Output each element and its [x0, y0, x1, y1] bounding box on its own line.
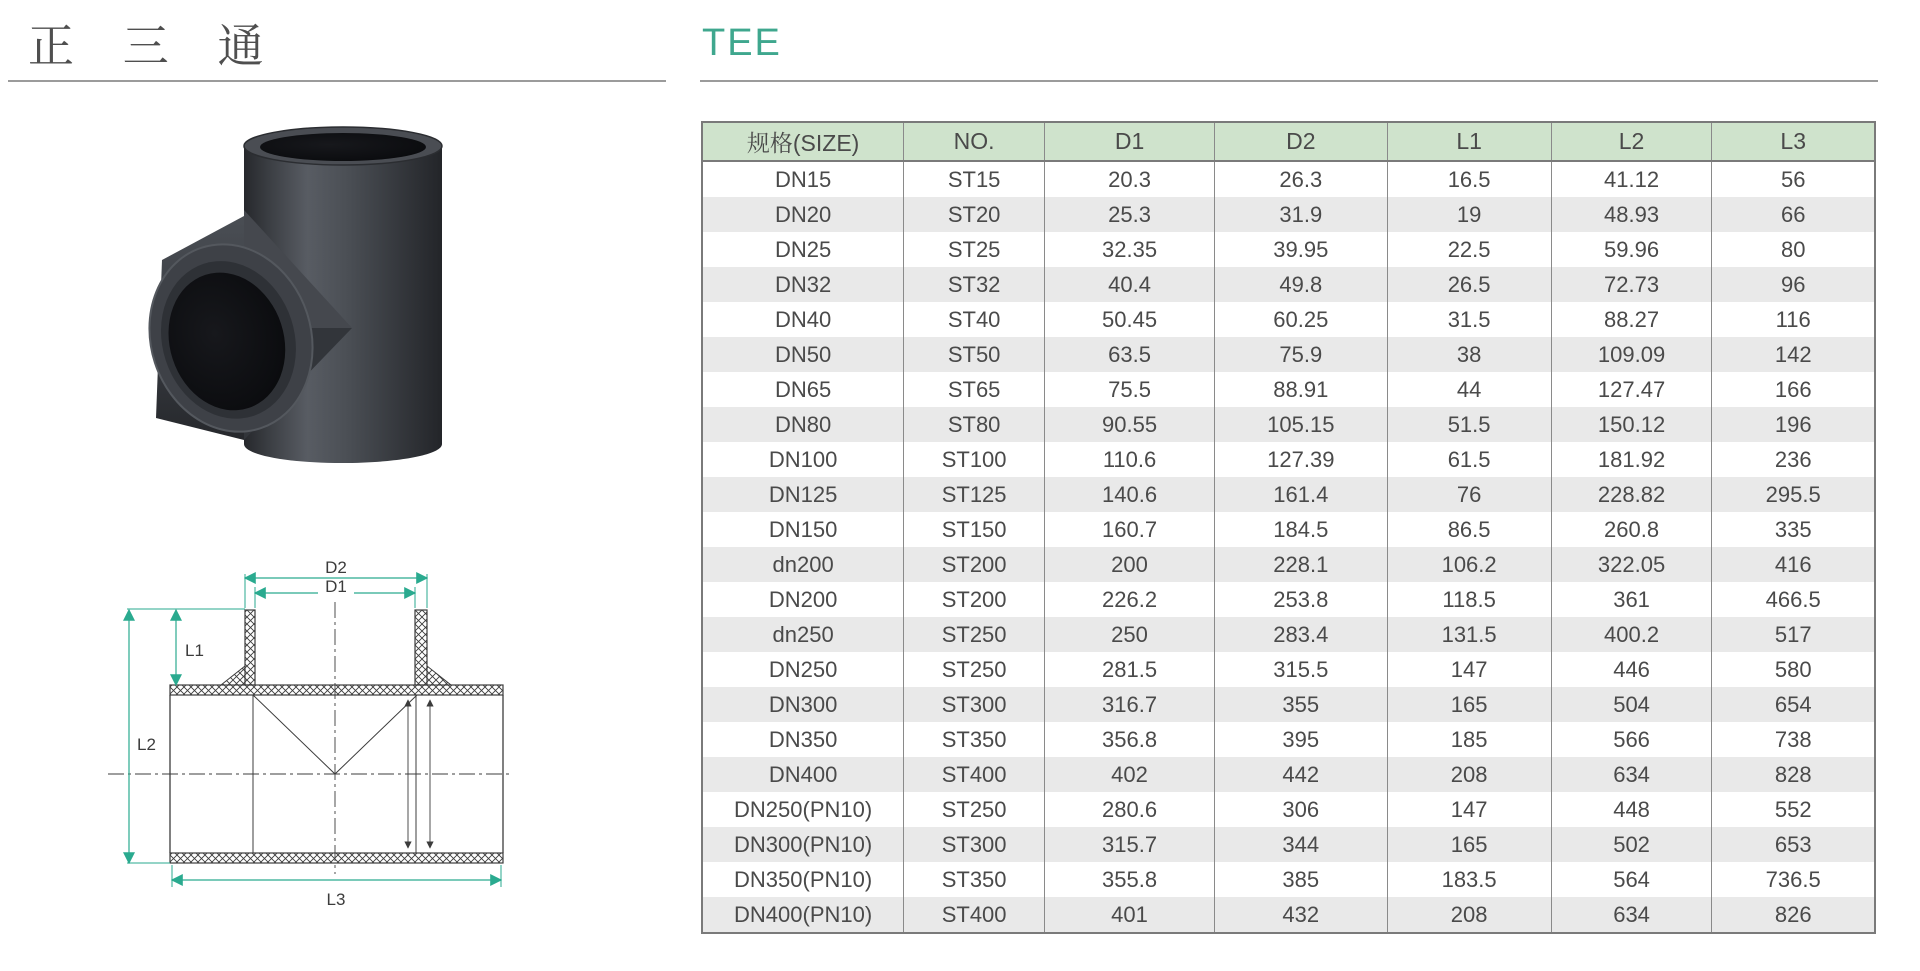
table-cell: 165 — [1387, 827, 1551, 862]
table-cell: 395 — [1215, 722, 1387, 757]
title-divider-right — [700, 80, 1878, 82]
table-cell: 109.09 — [1551, 337, 1712, 372]
table-cell: 402 — [1045, 757, 1215, 792]
table-row — [702, 512, 1875, 547]
table-cell: 127.39 — [1215, 442, 1387, 477]
column-header: L2 — [1551, 122, 1712, 161]
table-cell: 41.12 — [1551, 161, 1712, 197]
table-cell: 60.25 — [1215, 302, 1387, 337]
table-cell: 116 — [1712, 302, 1875, 337]
table-cell: 80 — [1712, 232, 1875, 267]
table-cell: 566 — [1551, 722, 1712, 757]
table-cell: 196 — [1712, 407, 1875, 442]
table-row — [702, 617, 1875, 652]
table-cell: 552 — [1712, 792, 1875, 827]
table-cell: ST50 — [904, 337, 1045, 372]
table-cell: 315.7 — [1045, 827, 1215, 862]
table-cell: 31.9 — [1215, 197, 1387, 232]
table-row — [702, 897, 1875, 933]
table-cell: ST250 — [904, 652, 1045, 687]
table-cell: 466.5 — [1712, 582, 1875, 617]
table-cell: DN25 — [702, 232, 904, 267]
table-cell: 226.2 — [1045, 582, 1215, 617]
table-cell: 75.5 — [1045, 372, 1215, 407]
table-cell: 208 — [1387, 897, 1551, 933]
table-cell: 61.5 — [1387, 442, 1551, 477]
table-cell: 32.35 — [1045, 232, 1215, 267]
table-cell: 432 — [1215, 897, 1387, 933]
table-cell: 634 — [1551, 757, 1712, 792]
tee-section-drawing — [100, 540, 520, 912]
table-cell: 826 — [1712, 897, 1875, 933]
table-cell: ST150 — [904, 512, 1045, 547]
table-cell: 105.15 — [1215, 407, 1387, 442]
table-cell: 90.55 — [1045, 407, 1215, 442]
table-row — [702, 827, 1875, 862]
table-cell: 295.5 — [1712, 477, 1875, 512]
table-cell: 106.2 — [1387, 547, 1551, 582]
table-cell: 127.47 — [1551, 372, 1712, 407]
table-cell: DN250 — [702, 652, 904, 687]
bottom-wall — [170, 853, 503, 863]
table-cell: ST125 — [904, 477, 1045, 512]
table-cell: DN15 — [702, 161, 904, 197]
table-cell: 76 — [1387, 477, 1551, 512]
table-cell: 160.7 — [1045, 512, 1215, 547]
table-row — [702, 197, 1875, 232]
table-cell: 56 — [1712, 161, 1875, 197]
table-cell: DN80 — [702, 407, 904, 442]
table-cell: 504 — [1551, 687, 1712, 722]
table-cell: 26.5 — [1387, 267, 1551, 302]
table-cell: ST25 — [904, 232, 1045, 267]
table-cell: 185 — [1387, 722, 1551, 757]
dimensions-table — [701, 121, 1876, 934]
table-row — [702, 302, 1875, 337]
table-row — [702, 232, 1875, 267]
table-cell: DN350(PN10) — [702, 862, 904, 897]
table-row — [702, 161, 1875, 197]
table-cell: 517 — [1712, 617, 1875, 652]
page-title-english: TEE — [702, 22, 782, 64]
table-cell: 131.5 — [1387, 617, 1551, 652]
tee-fitting-illustration — [92, 88, 477, 468]
table-cell: 166 — [1712, 372, 1875, 407]
table-cell: DN400 — [702, 757, 904, 792]
column-header: 规格(SIZE) — [702, 122, 904, 161]
table-cell: 281.5 — [1045, 652, 1215, 687]
column-header: L1 — [1387, 122, 1551, 161]
table-cell: ST200 — [904, 547, 1045, 582]
table-cell: 356.8 — [1045, 722, 1215, 757]
table-cell: DN350 — [702, 722, 904, 757]
socket-wall-right — [415, 610, 427, 685]
table-cell: DN300(PN10) — [702, 827, 904, 862]
table-cell: 88.27 — [1551, 302, 1712, 337]
table-cell: DN40 — [702, 302, 904, 337]
table-cell: 63.5 — [1045, 337, 1215, 372]
table-cell: 316.7 — [1045, 687, 1215, 722]
table-row — [702, 477, 1875, 512]
table-cell: ST65 — [904, 372, 1045, 407]
title-divider-left — [8, 80, 666, 82]
table-cell: 442 — [1215, 757, 1387, 792]
table-row — [702, 407, 1875, 442]
table-cell: 161.4 — [1215, 477, 1387, 512]
flange-wall — [170, 685, 503, 695]
table-cell: 181.92 — [1551, 442, 1712, 477]
table-cell: 736.5 — [1712, 862, 1875, 897]
column-header: D1 — [1045, 122, 1215, 161]
table-cell: dn250 — [702, 617, 904, 652]
table-cell: 260.8 — [1551, 512, 1712, 547]
table-cell: 50.45 — [1045, 302, 1215, 337]
column-header: L3 — [1712, 122, 1875, 161]
table-cell: DN250(PN10) — [702, 792, 904, 827]
table-cell: 38 — [1387, 337, 1551, 372]
table-cell: ST200 — [904, 582, 1045, 617]
table-cell: 564 — [1551, 862, 1712, 897]
table-cell: 150.12 — [1551, 407, 1712, 442]
table-cell: DN125 — [702, 477, 904, 512]
table-cell: ST250 — [904, 617, 1045, 652]
table-cell: 66 — [1712, 197, 1875, 232]
socket-wall-left — [245, 610, 255, 685]
table-row — [702, 722, 1875, 757]
table-cell: 283.4 — [1215, 617, 1387, 652]
table-row — [702, 862, 1875, 897]
table-cell: 49.8 — [1215, 267, 1387, 302]
table-cell: 184.5 — [1215, 512, 1387, 547]
dimension-diagram — [100, 540, 520, 912]
table-cell: 344 — [1215, 827, 1387, 862]
dim-label-d2: D2 — [325, 558, 347, 577]
table-row — [702, 547, 1875, 582]
table-cell: 142 — [1712, 337, 1875, 372]
table-cell: 48.93 — [1551, 197, 1712, 232]
table-cell: 25.3 — [1045, 197, 1215, 232]
table-cell: 96 — [1712, 267, 1875, 302]
table-cell: ST350 — [904, 722, 1045, 757]
table-cell: 183.5 — [1387, 862, 1551, 897]
table-cell: 355 — [1215, 687, 1387, 722]
table-cell: 16.5 — [1387, 161, 1551, 197]
table-cell: DN100 — [702, 442, 904, 477]
table-cell: 416 — [1712, 547, 1875, 582]
table-cell: 51.5 — [1387, 407, 1551, 442]
table-cell: 654 — [1712, 687, 1875, 722]
table-cell: 40.4 — [1045, 267, 1215, 302]
table-cell: 400.2 — [1551, 617, 1712, 652]
table-cell: ST80 — [904, 407, 1045, 442]
table-cell: 448 — [1551, 792, 1712, 827]
table-cell: DN65 — [702, 372, 904, 407]
table-cell: 140.6 — [1045, 477, 1215, 512]
dim-label-l3: L3 — [326, 890, 346, 909]
table-cell: 228.82 — [1551, 477, 1712, 512]
dim-label-l2: L2 — [137, 735, 156, 754]
table-cell: 86.5 — [1387, 512, 1551, 547]
table-cell: 31.5 — [1387, 302, 1551, 337]
table-cell: 118.5 — [1387, 582, 1551, 617]
table-cell: 335 — [1712, 512, 1875, 547]
table-cell: 59.96 — [1551, 232, 1712, 267]
table-cell: ST100 — [904, 442, 1045, 477]
table-body — [702, 161, 1875, 933]
table-cell: 738 — [1712, 722, 1875, 757]
table-cell: DN32 — [702, 267, 904, 302]
table-cell: 165 — [1387, 687, 1551, 722]
table-cell: 634 — [1551, 897, 1712, 933]
table-cell: ST400 — [904, 897, 1045, 933]
table-cell: 200 — [1045, 547, 1215, 582]
table-cell: 110.6 — [1045, 442, 1215, 477]
table-cell: 236 — [1712, 442, 1875, 477]
table-row — [702, 337, 1875, 372]
table-cell: DN150 — [702, 512, 904, 547]
table-cell: 828 — [1712, 757, 1875, 792]
table-row — [702, 652, 1875, 687]
table-cell: 446 — [1551, 652, 1712, 687]
table-cell: 20.3 — [1045, 161, 1215, 197]
table-cell: 75.9 — [1215, 337, 1387, 372]
table-cell: ST40 — [904, 302, 1045, 337]
table-row — [702, 267, 1875, 302]
table-cell: ST32 — [904, 267, 1045, 302]
table-row — [702, 442, 1875, 477]
table-row — [702, 582, 1875, 617]
table-cell: 401 — [1045, 897, 1215, 933]
table-cell: 253.8 — [1215, 582, 1387, 617]
table-row — [702, 792, 1875, 827]
table-cell: ST250 — [904, 792, 1045, 827]
table-cell: 502 — [1551, 827, 1712, 862]
table-cell: 361 — [1551, 582, 1712, 617]
table-cell: 385 — [1215, 862, 1387, 897]
table-cell: ST20 — [904, 197, 1045, 232]
table-cell: 26.3 — [1215, 161, 1387, 197]
table-row — [702, 372, 1875, 407]
table-cell: ST15 — [904, 161, 1045, 197]
product-photo — [92, 88, 477, 468]
table-cell: 653 — [1712, 827, 1875, 862]
table-cell: 355.8 — [1045, 862, 1215, 897]
table-cell: 44 — [1387, 372, 1551, 407]
table-cell: ST300 — [904, 687, 1045, 722]
table-row — [702, 757, 1875, 792]
table-cell: DN50 — [702, 337, 904, 372]
column-header: NO. — [904, 122, 1045, 161]
table-cell: 306 — [1215, 792, 1387, 827]
table-cell: 22.5 — [1387, 232, 1551, 267]
table-header-row — [702, 122, 1875, 161]
table-cell: 147 — [1387, 652, 1551, 687]
table-cell: 228.1 — [1215, 547, 1387, 582]
table-cell: 208 — [1387, 757, 1551, 792]
table-cell: 315.5 — [1215, 652, 1387, 687]
table-cell: 322.05 — [1551, 547, 1712, 582]
table-cell: DN400(PN10) — [702, 897, 904, 933]
page-title-chinese: 正 三 通 — [28, 20, 282, 72]
table-cell: dn200 — [702, 547, 904, 582]
table-cell: ST400 — [904, 757, 1045, 792]
table-cell: DN20 — [702, 197, 904, 232]
table-cell: 72.73 — [1551, 267, 1712, 302]
dim-label-l1: L1 — [185, 641, 204, 660]
table-row — [702, 687, 1875, 722]
table-cell: ST300 — [904, 827, 1045, 862]
table-cell: 280.6 — [1045, 792, 1215, 827]
table-cell: ST350 — [904, 862, 1045, 897]
dim-label-d1: D1 — [325, 577, 347, 596]
table-cell: 250 — [1045, 617, 1215, 652]
table-cell: DN300 — [702, 687, 904, 722]
table-cell: DN200 — [702, 582, 904, 617]
table-cell: 147 — [1387, 792, 1551, 827]
table-cell: 19 — [1387, 197, 1551, 232]
column-header: D2 — [1215, 122, 1387, 161]
table-cell: 580 — [1712, 652, 1875, 687]
table-cell: 88.91 — [1215, 372, 1387, 407]
table-cell: 39.95 — [1215, 232, 1387, 267]
